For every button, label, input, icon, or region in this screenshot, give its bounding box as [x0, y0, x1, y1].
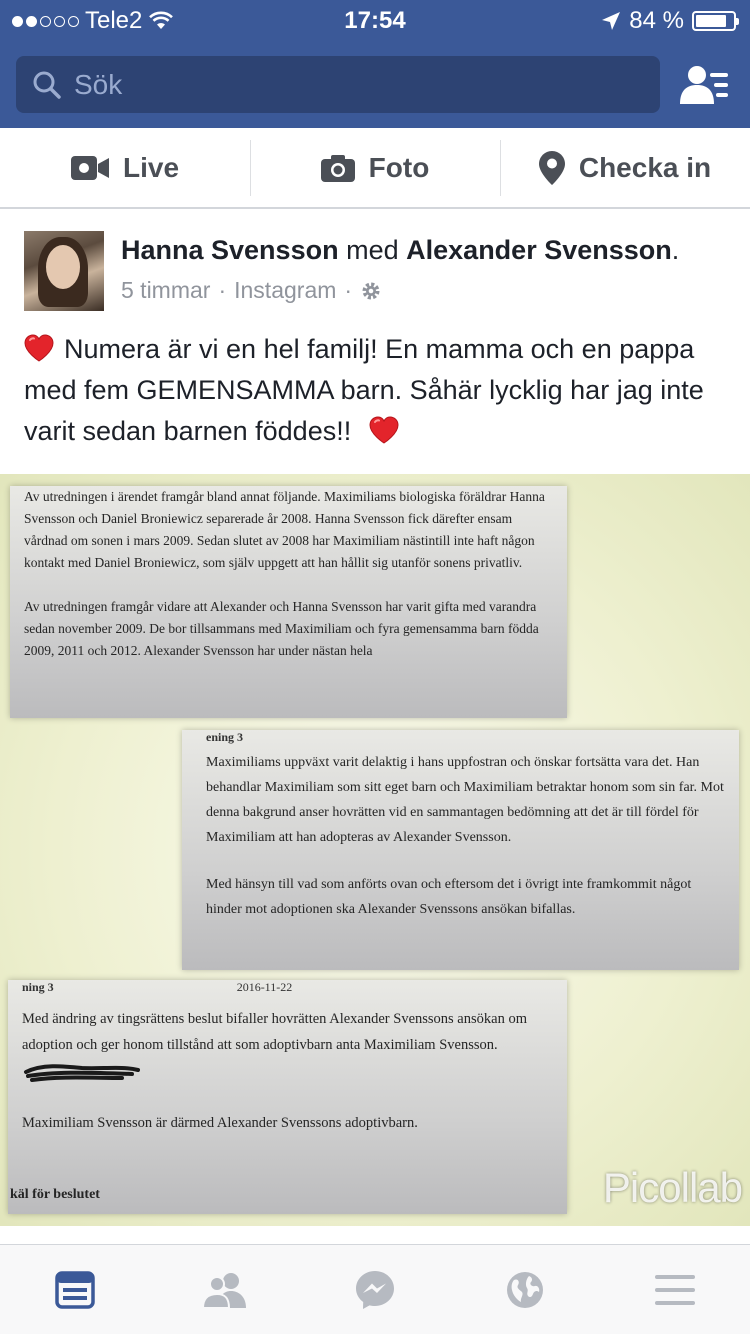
doc1-paragraph-2: Av utredningen framgår vidare att Alexander och Hanna Svensson har varit gifta med varandra sedan november 2009. De bor tillsammans med Maximiliam och fyra gemensamma barn födda 2009, 2011 och 2012. Alexander Svensson har under nästan hela [24, 599, 539, 658]
tab-friends[interactable] [150, 1245, 300, 1334]
clock: 17:54 [344, 7, 406, 34]
tab-messenger[interactable] [300, 1245, 450, 1334]
heart-emoji-icon-2 [369, 416, 399, 444]
meta-separator: · [218, 277, 227, 303]
live-label: Live [122, 151, 180, 183]
doc1-paragraph-1: Av utredningen i ärendet framgår bland annat följande. Maximiliams biologiska föräldrar Hanna Svensson och Daniel Broniewicz separerade år 2008. Hanna Svensson fick därefter ensam vårdnad om sonen i mars 2009. Sedan slutet av 2008 har Maximiliam nästintill inte haft någon kontakt med Daniel Broniewicz, som själv uppgett att han hållit sig utanför sonens privatliv. [24, 489, 545, 570]
camera-icon [321, 154, 355, 182]
doc3-header-label: ning 3 [22, 980, 54, 994]
battery-icon [692, 11, 736, 31]
search-input[interactable] [74, 69, 634, 101]
photo-label: Foto [368, 151, 430, 183]
doc3-header [22, 980, 553, 994]
gear-icon[interactable] [360, 280, 382, 302]
feed-post [0, 208, 750, 1244]
document-photo-1 [10, 486, 567, 718]
photo-button[interactable] [250, 128, 500, 207]
doc3-paragraph-2: Maximiliam Svensson är därmed Alexander Svenssons adoptivbarn. [22, 1115, 418, 1131]
heart-emoji-icon [24, 334, 54, 362]
doc2-paragraph-2: Med hänsyn till vad som anförts ovan och eftersom det i övrigt inte framkommit något hinder mot adoptionen ska Alexander Svenssons ansökan bifallas. [206, 877, 692, 917]
search-bar[interactable] [16, 56, 660, 113]
tab-news-feed[interactable] [0, 1245, 150, 1334]
tab-menu[interactable] [600, 1245, 750, 1334]
location-pin-icon [539, 151, 565, 185]
news-feed-icon [55, 1271, 95, 1309]
post-time[interactable]: 5 timmar [121, 277, 211, 303]
battery-percent: 84 % [629, 7, 684, 34]
status-bar [0, 0, 750, 40]
checkin-button[interactable] [500, 128, 750, 207]
video-camera-icon [71, 155, 109, 181]
post-body: Numera är vi en hel familj! En mamma och en pappa med fem GEMENSAMMA barn. Såhär lycklig har jag inte varit sedan barnen föddes!! [24, 334, 704, 446]
friend-requests-icon[interactable] [680, 64, 730, 106]
post-text [24, 329, 724, 452]
header-period: . [671, 235, 680, 265]
globe-icon [505, 1270, 545, 1310]
meta-separator-2: · [344, 277, 353, 303]
author-name[interactable]: Hanna Svensson [121, 235, 339, 265]
tab-notifications[interactable] [450, 1245, 600, 1334]
tagged-name[interactable]: Alexander Svensson [406, 235, 672, 265]
doc3-paragraph-1: Med ändring av tingsrättens beslut bifaller hovrätten Alexander Svenssons ansökan om adoption och ger honom tillstånd att som adoptivbarn anta Maximiliam Svensson. [22, 1011, 527, 1053]
redaction-scribble [22, 1058, 553, 1088]
checkin-label: Checka in [578, 151, 712, 183]
doc3-bottom-heading: käl för beslutet [10, 1187, 100, 1202]
hamburger-menu-icon [654, 1273, 696, 1307]
carrier-name: Tele2 [85, 7, 143, 34]
composer-actions [0, 128, 750, 208]
with-word: med [346, 235, 399, 265]
status-right [601, 7, 736, 35]
post-source: Instagram [234, 277, 337, 303]
post-photo-collage[interactable] [0, 474, 750, 1226]
live-button[interactable] [0, 128, 250, 207]
doc2-header: ening 3 [206, 730, 244, 744]
friends-icon [202, 1272, 248, 1308]
location-arrow-icon [601, 11, 621, 31]
doc2-paragraph-1: Maximiliams uppväxt varit delaktig i hans uppfostran och önskar fortsätta vara det. Han behandlar Maximiliam som sitt eget barn och Maximiliam betraktar honom som sin far. Mot denna bakgrund anser hovrätten vid en sammantagen bedömning att det är till fördel för Maximiliam att han adopteras av Alexander Svensson. [206, 755, 724, 845]
post-header [121, 235, 679, 266]
post-meta [121, 277, 382, 304]
document-photo-2 [182, 730, 739, 970]
bottom-tab-bar [0, 1244, 750, 1334]
doc3-header-date: 2016-11-22 [236, 980, 293, 994]
messenger-icon [354, 1269, 396, 1311]
document-photo-3 [8, 980, 567, 1214]
top-nav-bar [0, 40, 750, 128]
picollab-watermark: Picollab [602, 1164, 742, 1211]
author-avatar[interactable] [24, 231, 104, 311]
search-icon [32, 70, 62, 100]
